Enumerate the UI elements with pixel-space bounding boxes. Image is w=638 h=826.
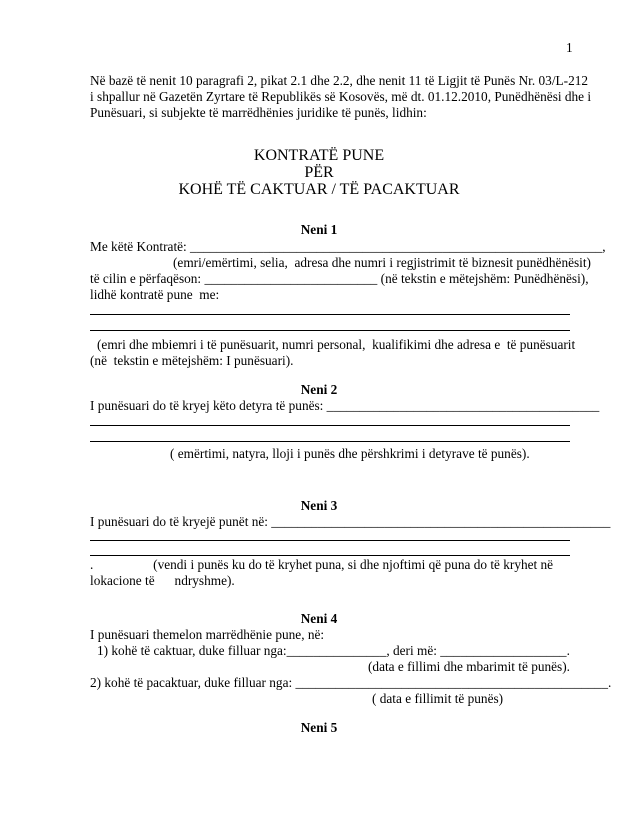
article-2-heading: Neni 2 [300,382,338,397]
article-3-line: I punësuari do të kryejë punët në: ___________________________________________________ [90,514,611,529]
fill-in-line [90,330,570,331]
article-1-line: të cilin e përfaqëson: __________________________ (në tekstin e mëtejshëm: Punëdhënësi), [90,271,589,286]
title-line-1: KONTRATË PUNE [253,147,385,164]
article-4-caption: (data e fillimi dhe mbarimit të punës). [368,659,570,674]
intro-line-1: Në bazë të nenit 10 paragrafi 2, pikat 2.1 dhe 2.2, dhe nenit 11 të Ligjit të Punës Nr. 03/L-212 [90,73,589,88]
article-1-caption: (emri dhe mbiemri i të punësuarit, numri personal, kualifikimi dhe adresa e të punësuarit [97,337,576,352]
article-1-line: (në tekstin e mëtejshëm: I punësuari). [90,353,294,368]
title-line-3: KOHË TË CAKTUAR / TË PACAKTUAR [178,181,460,198]
article-4-caption: ( data e fillimit të punës) [372,691,504,706]
fill-in-line [90,555,570,556]
page-number: 1 [566,40,573,55]
article-4-line: I punësuari themelon marrëdhënie pune, në: [90,627,325,642]
article-1-caption: (emri/emërtimi, selia, adresa dhe numri i regjistrimit të biznesit punëdhënësit) [173,255,591,270]
article-3-caption: . (vendi i punës ku do të kryhet puna, si dhe njoftimi që puna do të kryhet në [90,557,554,572]
article-1-line: Me këtë Kontratë: ______________________________________________________________, [90,239,606,254]
fill-in-line [90,441,570,442]
intro-line-2: i shpallur në Gazetën Zyrtare të Republikës së Kosovës, më dt. 01.12.2010, Punëdhënësi dhe i [90,89,592,104]
article-3-heading: Neni 3 [300,498,338,513]
intro-line-3: Punësuari, si subjekte të marrëdhënies juridike të punës, lidhin: [90,105,427,120]
title-line-2: PËR [304,164,334,181]
article-1-heading: Neni 1 [300,222,338,237]
article-3-line: lokacione të ndryshme). [90,573,235,588]
fill-in-line [90,540,570,541]
article-4-heading: Neni 4 [300,611,338,626]
article-1-line: lidhë kontratë pune me: [90,287,220,302]
fill-in-line [90,314,570,315]
article-5-heading: Neni 5 [300,720,338,735]
article-4-option-2: 2) kohë të pacaktuar, duke filluar nga: _______________________________________________. [90,675,612,690]
article-2-line: I punësuari do të kryej këto detyra të punës: _________________________________________ [90,398,600,413]
article-2-caption: ( emërtimi, natyra, lloji i punës dhe përshkrimi i detyrave të punës). [170,446,530,461]
fill-in-line [90,425,570,426]
article-4-option-1: 1) kohë të caktuar, duke filluar nga:_______________, deri më: ___________________. [97,643,570,658]
